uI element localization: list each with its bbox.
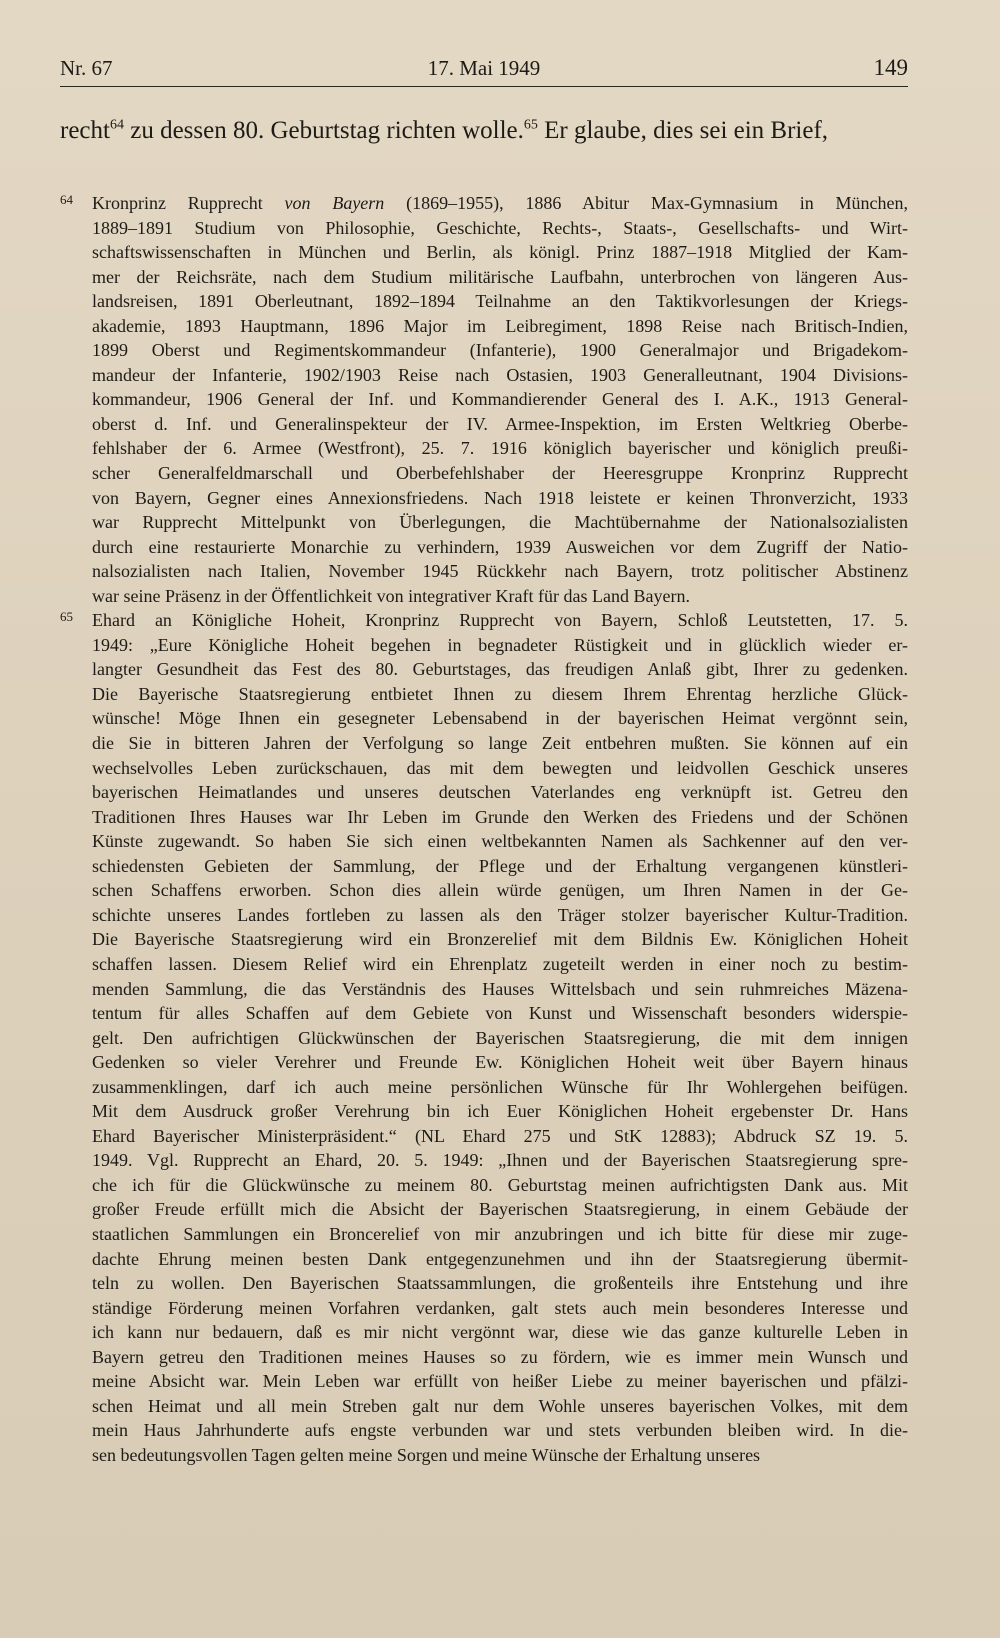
footnote-line: 1899 Oberst und Regimentskommandeur (Infanterie), 1900 Generalmajor und Brigadekom- — [92, 340, 908, 361]
footnote-line: mein Haus Jahrhunderte aufs engste verbunden war und stets verbunden bleiben wird. In die- — [92, 1420, 908, 1441]
footnote-line: mer der Reichsräte, nach dem Studium militärische Laufbahn, unterbrochen von längeren Aus- — [92, 266, 908, 287]
footnote-line: großer Freude erfüllt mich die Absicht der Bayerischen Staatsregierung, in einem Gebäude der — [92, 1199, 908, 1220]
footnote-64 — [60, 191, 908, 608]
footnote-line: Mit dem Ausdruck großer Verehrung bin ich Euer Königlichen Hoheit ergebenster Dr. Hans — [92, 1101, 908, 1122]
footnote-line: wechselvolles Leben zurückschauen, das mit dem bewegten und leidvollen Geschick unseres — [92, 757, 908, 778]
footnote-line: ich kann nur bedauern, daß es mir nicht vergönnt war, diese wie das ganze kulturelle Leben in — [92, 1322, 908, 1343]
footnote-line: dachte Ehrung meinen besten Dank entgegenzunehmen und ihn der Staatsregierung übermit- — [92, 1248, 908, 1269]
footnote-line: tentum für alles Schaffen auf dem Gebiete von Kunst und Wissenschaft besonders widerspie- — [92, 1003, 908, 1024]
footnote-line: mandeur der Infanterie, 1902/1903 Reise nach Ostasien, 1903 Generalleutnant, 1904 Divisions- — [92, 364, 908, 385]
header-rule — [60, 86, 908, 87]
footnote-line: schen Heimat und all mein Streben galt nur dem Wohle unseres bayerischen Volkes, mit dem — [92, 1395, 908, 1416]
page-number: 149 — [873, 55, 908, 80]
footnote-65 — [60, 608, 908, 1467]
footnote-line: schichte unseres Landes fortleben zu lassen als den Träger stolzer bayerischer Kultur-Tradition. — [92, 904, 908, 925]
footnote-line: Traditionen Ihres Hauses war Ihr Leben im Grunde den Werken des Friedens und der Schönen — [92, 806, 908, 827]
footnote-line: Künste zugewandt. So haben Sie sich einen weltbekannten Namen als Sachkenner auf den ver- — [92, 831, 908, 852]
footnote-line: Die Bayerische Staatsregierung entbietet Ihnen zu diesem Ihrem Ehrentag herzliche Glück- — [92, 683, 908, 704]
footnote-line: che ich für die Glückwünsche zu meinem 80. Geburtstag meinen aufrichtigsten Dank aus. Mit — [92, 1174, 908, 1195]
footnote-line: Gedenken so vieler Verehrer und Freunde Ew. Königlichen Hoheit weit über Bayern hinaus — [92, 1052, 908, 1073]
header-date: 17. Mai 1949 — [427, 56, 541, 80]
footnote-line: schiedensten Gebieten der Sammlung, der Pflege und der Erhaltung vergangenen künstleri- — [92, 855, 908, 876]
footnote-line: durch eine restaurierte Monarchie zu verhindern, 1939 Ausweichen vor dem Zugriff der Natio- — [92, 536, 908, 557]
main-text-start: recht — [60, 117, 110, 144]
footnote-line: landsreisen, 1891 Oberleutnant, 1892–1894 Teilnahme an den Taktikvorlesungen der Kriegs- — [92, 291, 908, 312]
footnote-line: gelt. Den aufrichtigen Glückwünschen der Bayerischen Staatsregierung, die mit dem innigen — [92, 1027, 908, 1048]
footnote-line: meine Absicht war. Mein Leben war erfüllt von heißer Liebe zu meiner bayerischen und pfälzi- — [92, 1371, 908, 1392]
footnote-line: wünsche! Möge Ihnen ein gesegneter Lebensabend in der bayerischen Heimat vergönnt sein, — [92, 708, 908, 729]
footnote-line: fehlshaber der 6. Armee (Westfront), 25. 7. 1916 königlich bayerischer und königlich preußi- — [92, 438, 908, 459]
footnote-line: sen bedeutungsvollen Tagen gelten meine Sorgen und meine Wünsche der Erhaltung unseres — [92, 1444, 761, 1465]
footnote-line: war Rupprecht Mittelpunkt von Überlegungen, die Machtübernahme der Nationalsozialisten — [92, 512, 908, 533]
footnote-line: Bayern getreu den Traditionen meines Hauses so zu fördern, wie es immer mein Wunsch und — [92, 1346, 908, 1367]
footnote-ref-65: 65 — [523, 117, 538, 133]
footnote-line: kommandeur, 1906 General der Inf. und Kommandierender General des I. A.K., 1913 General- — [92, 389, 908, 410]
footnote-line: die Sie in bitteren Jahren der Verfolgung so lange Zeit entbehren mußten. Sie können auf ein — [92, 733, 908, 754]
footnote-line: menden Sammlung, die das Verständnis des Hauses Wittelsbach und sein ruhmreiches Mäzena- — [92, 978, 908, 999]
footnote-number: 65 — [60, 609, 73, 625]
footnote-line: Kronprinz Rupprecht von Bayern (1869–1955), 1886 Abitur Max-Gymnasium in München, — [92, 193, 908, 213]
footnote-line: schaftswissenschaften in München und Berlin, als königl. Prinz 1887–1918 Mitglied der Kam- — [92, 242, 908, 263]
footnote-line: akademie, 1893 Hauptmann, 1896 Major im Leibregiment, 1898 Reise nach Britisch-Indien, — [92, 315, 908, 336]
footnote-line: nalsozialisten nach Italien, November 1945 Rückkehr nach Bayern, trotz politischer Abstinenz — [92, 561, 908, 582]
running-header — [60, 52, 908, 84]
footnote-line: teln zu wollen. Den Bayerischen Staatssammlungen, die großenteils ihre Entstehung und ihre — [92, 1273, 908, 1294]
footnote-number: 64 — [60, 192, 73, 207]
footnote-ref-64: 64 — [109, 117, 124, 133]
footnote-line: langter Gesundheit das Fest des 80. Geburtstages, das freudigen Anlaß gibt, Ihrer zu gedenken. — [92, 659, 908, 680]
footnote-line: 1889–1891 Studium von Philosophie, Geschichte, Rechts-, Staats-, Gesellschafts- und Wirt- — [92, 217, 908, 238]
footnote-line: 1949. Vgl. Rupprecht an Ehard, 20. 5. 1949: „Ihnen und der Bayerischen Staatsregierung spre- — [92, 1150, 908, 1171]
footnote-line: zusammenklingen, darf ich auch meine persönlichen Wünsche für Ihr Wohlergehen beifügen. — [92, 1076, 908, 1097]
main-text — [60, 114, 908, 148]
footnote-line: staatlichen Sammlungen ein Broncerelief von mir anzubringen und ich bitte für diese mir zuge- — [92, 1223, 908, 1244]
footnote-line: Ehard an Königliche Hoheit, Kronprinz Rupprecht von Bayern, Schloß Leutstetten, 17. 5. — [92, 610, 908, 631]
footnote-line: war seine Präsenz in der Öffentlichkeit von integrativer Kraft für das Land Bayern. — [92, 585, 690, 606]
footnote-line: scher Generalfeldmarschall und Oberbefehlshaber der Heeresgruppe Kronprinz Rupprecht — [92, 463, 908, 484]
footnote-line: ständige Förderung meinen Vorfahren verdanken, galt stets auch mein besonderes Interesse und — [92, 1297, 908, 1318]
footnote-line: von Bayern, Gegner eines Annexionsfriedens. Nach 1918 leistete er keinen Thronverzicht, 1933 — [92, 487, 908, 508]
footnote-line: oberst d. Inf. und Generalinspekteur der IV. Armee-Inspektion, im Ersten Weltkrieg Oberbe- — [92, 413, 908, 434]
footnote-line: 1949: „Eure Königliche Hoheit begehen in begnadeter Rüstigkeit und in glücklich wieder er- — [92, 634, 908, 655]
footnote-line: Ehard Bayerischer Ministerpräsident.“ (NL Ehard 275 und StK 12883); Abdruck SZ 19. 5. — [92, 1125, 908, 1146]
footnotes — [60, 191, 908, 1467]
footnote-line: schaffen lassen. Diesem Relief wird ein Ehrenplatz zugeteilt werden in einer noch zu bestim- — [92, 953, 908, 974]
footnote-line: bayerischen Heimatlandes und unseres deutschen Vaterlandes eng verknüpft ist. Getreu den — [92, 782, 908, 803]
footnote-line: schen Schaffens erworben. Schon dies allein würde genügen, um Ihren Namen in der Ge- — [92, 880, 908, 901]
main-text-middle: zu dessen 80. Geburtstag richten wolle. — [123, 117, 524, 144]
main-text-end: Er glaube, dies sei ein Brief, — [537, 117, 829, 144]
issue-number: Nr. 67 — [60, 56, 113, 80]
footnote-line: Die Bayerische Staatsregierung wird ein Bronzerelief mit dem Bildnis Ew. Königlichen Hoheit — [92, 929, 908, 950]
